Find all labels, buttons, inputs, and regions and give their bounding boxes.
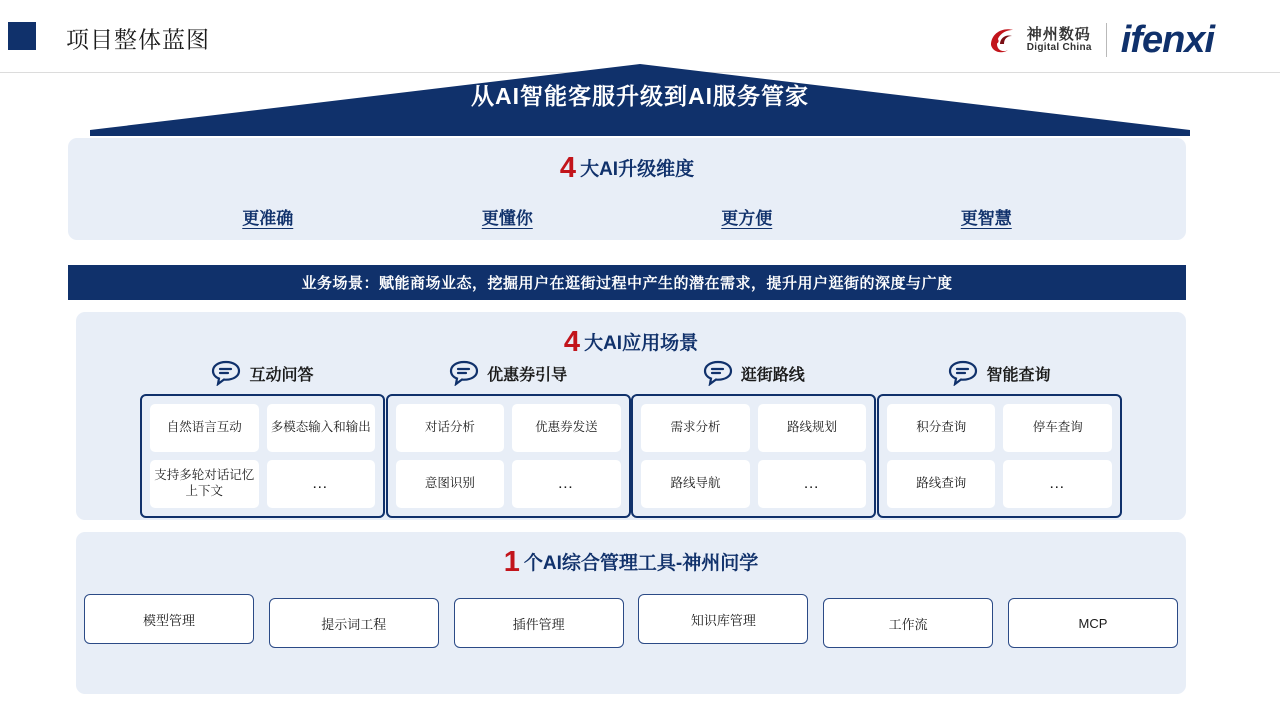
dimension-item: 更懂你 (481, 209, 533, 228)
app-cell-more: … (512, 460, 621, 508)
page-header (0, 0, 1280, 73)
tool-card-model-management: 模型管理 (84, 594, 254, 644)
chat-bubble-icon (703, 360, 733, 386)
application-group-coupon-guide (386, 356, 631, 518)
ai-dimensions-panel (68, 138, 1186, 240)
application-groups (76, 356, 1186, 518)
ai-applications-panel (76, 312, 1186, 520)
logo-cn-text: 神州数码 (1026, 25, 1091, 43)
group-cells (386, 394, 631, 518)
group-header (631, 356, 876, 390)
dimensions-count: 4 (559, 152, 577, 184)
page-title: 项目整体蓝图 (66, 26, 210, 53)
group-cells (140, 394, 385, 518)
swirl-icon (987, 23, 1021, 57)
app-cell: 多模态输入和输出 (267, 404, 376, 452)
group-title: 逛街路线 (740, 366, 805, 384)
group-title: 智能查询 (986, 366, 1051, 384)
logo-divider (1106, 23, 1107, 57)
dimensions-list (68, 204, 1186, 229)
app-cell: 路线导航 (641, 460, 750, 508)
app-cell: 积分查询 (887, 404, 996, 452)
group-title: 互动问答 (249, 366, 314, 384)
tool-card-prompt-engineering: 提示词工程 (269, 598, 439, 648)
group-header (877, 356, 1122, 390)
tool-card-plugin-management: 插件管理 (454, 598, 624, 648)
group-title: 优惠券引导 (487, 366, 568, 384)
tools-label: 个AI综合管理工具-神州问学 (523, 553, 759, 574)
app-cell: 停车查询 (1003, 404, 1112, 452)
group-cells (877, 394, 1122, 518)
app-cell: 支持多轮对话记忆上下文 (150, 460, 259, 508)
digital-china-logo (987, 23, 1092, 57)
app-cell: 对话分析 (396, 404, 505, 452)
app-cell: 需求分析 (641, 404, 750, 452)
app-cell-more: … (758, 460, 867, 508)
logo-en-text: Digital China (1026, 41, 1092, 53)
application-group-shopping-route (631, 356, 876, 518)
group-header (140, 356, 385, 390)
tool-card-mcp: MCP (1008, 598, 1178, 648)
digital-china-logo-text (1027, 27, 1092, 53)
chat-bubble-icon (211, 360, 241, 386)
tools-list (76, 594, 1186, 648)
app-cell: 优惠券发送 (512, 404, 621, 452)
dimensions-label: 大AI升级维度 (580, 159, 695, 180)
logo-area (987, 18, 1214, 62)
group-cells (631, 394, 876, 518)
dimension-item: 更智慧 (960, 209, 1012, 228)
dimension-item: 更方便 (721, 209, 773, 228)
application-group-smart-query (877, 356, 1122, 518)
chat-bubble-icon (449, 360, 479, 386)
tool-card-knowledge-base: 知识库管理 (638, 594, 808, 644)
business-scenario-bar (68, 265, 1186, 300)
tool-card-workflow: 工作流 (823, 598, 993, 648)
tools-count: 1 (503, 546, 520, 578)
ai-management-tool-panel (76, 532, 1186, 694)
app-cell: 路线查询 (887, 460, 996, 508)
app-cell: 意图识别 (396, 460, 505, 508)
applications-count: 4 (563, 326, 581, 358)
dimensions-heading (68, 154, 1186, 183)
business-scenario-text: 业务场景：赋能商场业态，挖掘用户在逛街过程中产生的潜在需求，提升用户逛街的深度与广度 (301, 275, 953, 292)
chat-bubble-icon (948, 360, 978, 386)
tools-heading (76, 548, 1186, 577)
banner-title: 从AI智能客服升级到AI服务管家 (471, 83, 809, 109)
header-accent-square (8, 22, 36, 50)
partner-logo-text: ifenxi (1120, 19, 1214, 61)
applications-heading (76, 328, 1186, 357)
app-cell-more: … (1003, 460, 1112, 508)
dimension-item: 更准确 (242, 209, 294, 228)
app-cell: 路线规划 (758, 404, 867, 452)
application-group-interactive-qa (140, 356, 385, 518)
app-cell-more: … (267, 460, 376, 508)
group-header (386, 356, 631, 390)
applications-label: 大AI应用场景 (584, 333, 699, 354)
app-cell: 自然语言互动 (150, 404, 259, 452)
